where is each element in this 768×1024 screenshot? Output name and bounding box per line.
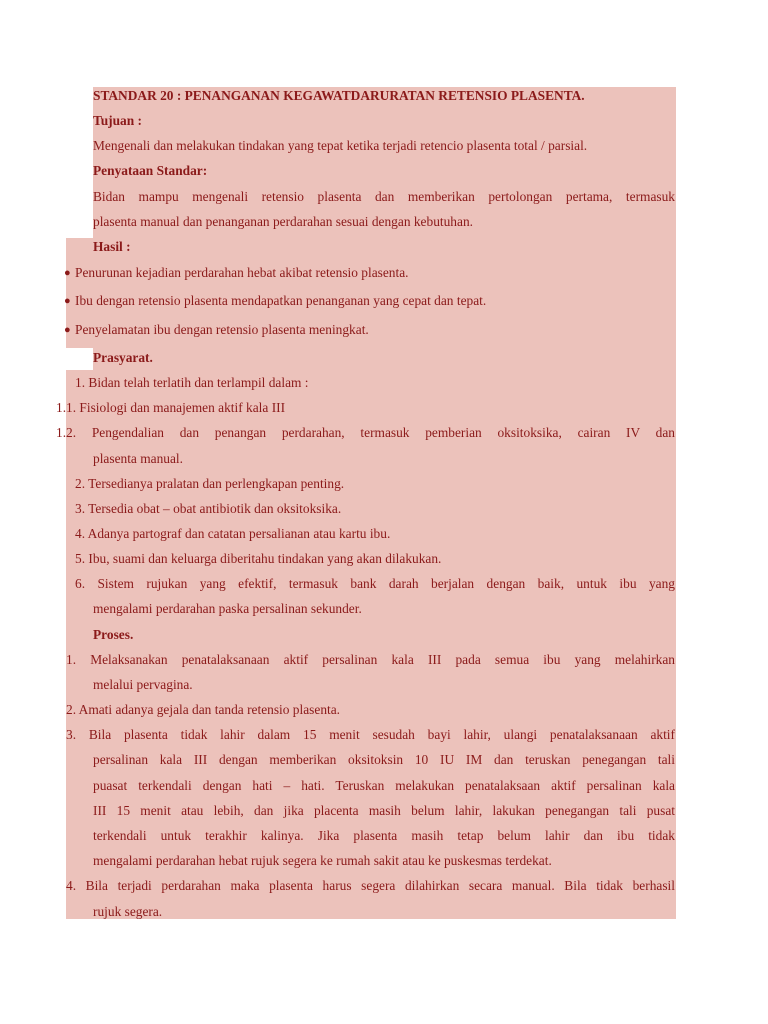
tujuan-text: Mengenali dan melakukan tindakan yang tepat ketika terjadi retencio plasenta total / parsial. (93, 138, 588, 153)
proses-item-4: 4. Bila terjadi perdarahan maka plasenta harus segera dilahirkan secara manual. Bila tidak berhasil (66, 878, 675, 893)
proses-item-3-cont-3: III 15 menit atau lebih, dan jika placenta masih belum lahir, lakukan penegangan tali pusat (93, 803, 675, 818)
bullet-icon: ● (64, 295, 71, 307)
document-title: STANDAR 20 : PENANGANAN KEGAWATDARURATAN RETENSIO PLASENTA. (93, 88, 585, 103)
proses-heading: Proses. (93, 627, 134, 642)
prasyarat-item-1-2: 1.2. Pengendalian dan penangan perdarahan, termasuk pemberian oksitoksika, cairan IV dan (56, 425, 675, 440)
prasyarat-item-2: 2. Tersedianya pralatan dan perlengkapan penting. (75, 476, 345, 491)
proses-item-4-cont: rujuk segera. (93, 904, 163, 919)
prasyarat-item-1-1: 1.1. Fisiologi dan manajemen aktif kala III (56, 400, 286, 415)
proses-item-3: 3. Bila plasenta tidak lahir dalam 15 menit sesudah bayi lahir, ulangi penatalaksanaan aktif (66, 727, 675, 742)
proses-item-1: 1. Melaksanakan penatalaksanaan aktif persalinan kala III pada semua ibu yang melahirkan (66, 652, 675, 667)
proses-item-3-cont-5: mengalami perdarahan hebat rujuk segera ke rumah sakit atau ke puskesmas terdekat. (93, 853, 552, 868)
prasyarat-item-6-cont: mengalami perdarahan paska persalinan sekunder. (93, 601, 362, 616)
prasyarat-item-1-2-cont: plasenta manual. (93, 451, 183, 466)
tujuan-heading: Tujuan : (93, 113, 143, 128)
pernyataan-line-1: Bidan mampu mengenali retensio plasenta dan memberikan pertolongan pertama, termasuk (93, 189, 675, 204)
prasyarat-item-3: 3. Tersedia obat – obat antibiotik dan oksitoksika. (75, 501, 342, 516)
pernyataan-heading: Penyataan Standar: (93, 163, 208, 178)
hasil-item-2: Ibu dengan retensio plasenta mendapatkan penanganan yang cepat dan tepat. (75, 293, 487, 308)
proses-item-3-cont-2: puasat terkendali dengan hati – hati. Teruskan melakukan penatalaksaan aktif persalinan kala (93, 778, 675, 793)
highlight-block-prasyarat-head (93, 346, 676, 370)
proses-item-2: 2. Amati adanya gejala dan tanda retensio plasenta. (66, 702, 341, 717)
prasyarat-heading: Prasyarat. (93, 350, 153, 365)
prasyarat-item-4: 4. Adanya partograf dan catatan persalianan atau kartu ibu. (75, 526, 391, 541)
proses-item-3-cont-4: terkendali untuk terakhir kalinya. Jika plasenta masih tetap belum lahir dan ibu tidak (93, 828, 675, 843)
proses-item-3-cont-1: persalinan kala III dengan memberikan oksitoksin 10 IU IM dan teruskan penegangan tali (93, 752, 675, 767)
hasil-item-1: Penurunan kejadian perdarahan hebat akibat retensio plasenta. (75, 265, 409, 280)
hasil-item-3: Penyelamatan ibu dengan retensio plasenta meningkat. (75, 322, 369, 337)
bullet-icon: ● (64, 324, 71, 336)
proses-item-1-cont: melalui pervagina. (93, 677, 193, 692)
prasyarat-item-5: 5. Ibu, suami dan keluarga diberitahu tindakan yang akan dilakukan. (75, 551, 442, 566)
hasil-heading: Hasil : (93, 239, 131, 254)
prasyarat-item-6: 6. Sistem rujukan yang efektif, termasuk bank darah berjalan dengan baik, untuk ibu yang (75, 576, 675, 591)
bullet-icon: ● (64, 267, 71, 279)
prasyarat-item-1: 1. Bidan telah terlatih dan terlampil dalam : (75, 375, 309, 390)
pernyataan-line-2: plasenta manual dan penanganan perdarahan sesuai dengan kebutuhan. (93, 214, 473, 229)
